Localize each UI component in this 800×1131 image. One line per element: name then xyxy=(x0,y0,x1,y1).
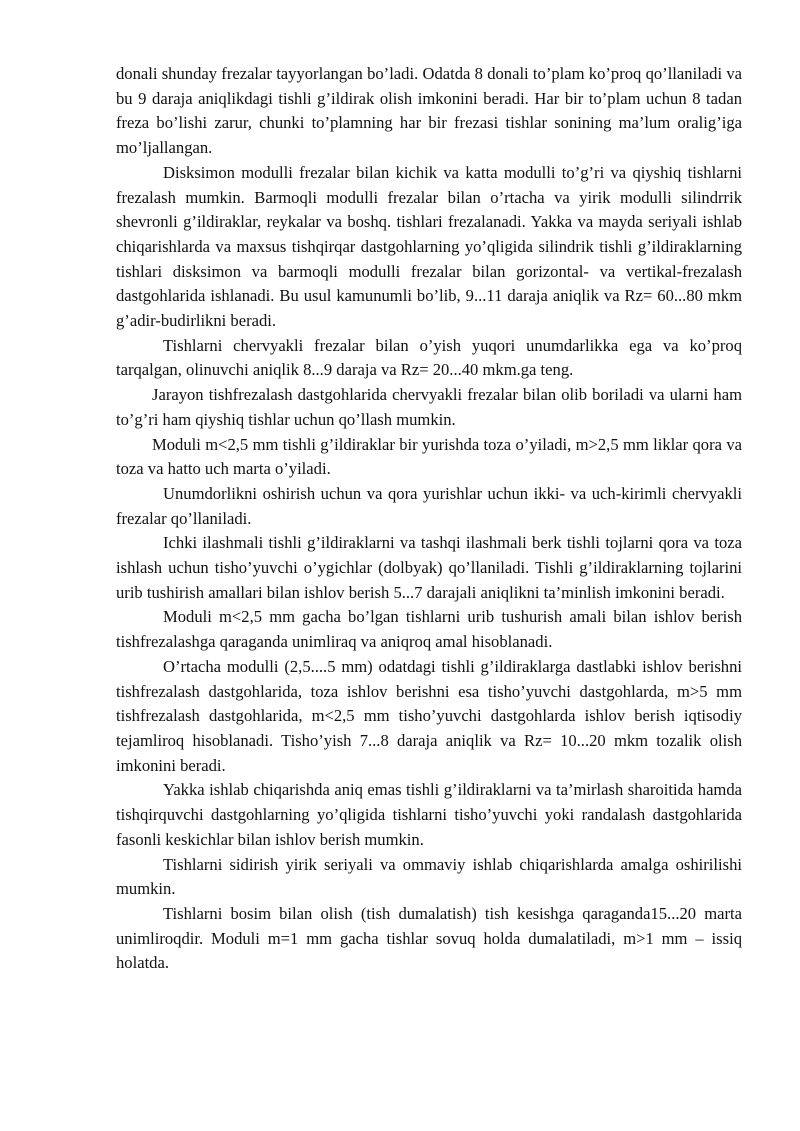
paragraph-7: Ichki ilashmali tishli g’ildiraklarni va tashqi ilashmali berk tishli tojlarni qora va toza ishlash uchun tisho’yuvchi o’ygichlar (dolbyak) qo’llaniladi. Tishli g’ildiraklarning tojlarini urib tushirish amallari bilan ishlov berish 5...7 darajali aniqlikni ta’minlish imkonini beradi. xyxy=(116,533,742,602)
paragraph-6: Unumdorlikni oshirish uchun va qora yurishlar uchun ikki- va uch-kirimli chervyakli frezalar qo’llaniladi. xyxy=(116,483,742,528)
paragraph-8: Moduli m<2,5 mm gacha bo’lgan tishlarni urib tushurish amali bilan ishlov berish tishfrezalashga qaraganda unimliraq va aniqroq amal hisoblanadi. xyxy=(116,607,742,652)
paragraph-5: Moduli m<2,5 mm tishli g’ildiraklar bir yurishda toza o’yiladi, m>2,5 mm liklar qora va toza va hatto uch marta o’yiladi. xyxy=(116,434,742,479)
paragraph-3: Tishlarni chervyakli frezalar bilan o’yish yuqori unumdarlikka ega va ko’proq tarqalgan, olinuvchi aniqlik 8...9 daraja va Rz= 20...40 mkm.ga teng. xyxy=(116,335,742,380)
paragraph-11: Tishlarni sidirish yirik seriyali va ommaviy ishlab chiqarishlarda amalga oshirilishi mumkin. xyxy=(116,854,742,899)
paragraph-10: Yakka ishlab chiqarishda aniq emas tishli g’ildiraklarni va ta’mirlash sharoitida hamda tishqirquvchi dastgohlarning yo’qligida tishlarni tisho’yuvchi yoki randalash dastgohlarida fasonli keskichlar bilan ishlov berish mumkin. xyxy=(116,780,742,849)
paragraph-4: Jarayon tishfrezalash dastgohlarida chervyakli frezalar bilan olib boriladi va ularni ham to’g’ri ham qiyshiq tishlar uchun qo’llash mumkin. xyxy=(116,385,742,429)
paragraph-9: O’rtacha modulli (2,5....5 mm) odatdagi tishli g’ildiraklarga dastlabki ishlov berishni tishfrezalash dastgohlarida, toza ishlov berishni esa tisho’yuvchi dastgohlarda, m>5 mm tishfrezalash dastgohlarida, m<2,5 mm tisho’yuvchi dastgohlarda ishlov berish iqtisodiy tejamliroq hisoblanadi. Tisho’yish 7...8 daraja aniqlik va Rz= 10...20 mkm tozalik olish imkonini beradi. xyxy=(116,656,742,775)
paragraph-1: donali shunday frezalar tayyorlangan bo’ladi. Odatda 8 donali to’plam ko’proq qo’llaniladi va bu 9 daraja aniqlikdagi tishli g’ildirak olish imkonini beradi. Har bir to’plam uchun 8 tadan freza bo’lishi zarur, chunki to’plamning har bir frezasi tishlar sonining ma’lum oralig’iga mo’ljallangan. xyxy=(116,64,742,158)
document-page xyxy=(116,62,742,976)
paragraph-12: Tishlarni bosim bilan olish (tish dumalatish) tish kesishga qaraganda15...20 marta unimliroqdir. Moduli m=1 mm gacha tishlar sovuq holda dumalatiladi, m>1 mm – issiq holatda. xyxy=(116,903,742,973)
paragraph-2: Disksimon modulli frezalar bilan kichik va katta modulli to’g’ri va qiyshiq tishlarni frezalash mumkin. Barmoqli modulli frezalar bilan o’rtacha va yirik modulli silindrrik shevronli g’ildiraklar, reykalar va boshq. tishlari frezalanadi. Yakka va mayda seriyali ishlab chiqarishlarda va maxsus tishqirqar dastgohlarning yo’qligida silindrik tishli g’ildiraklarning tishlari disksimon va barmoqli modulli frezalar bilan gorizontal- va vertikal-frezalash dastgohlarida ishlanadi. Bu usul kamunumli bo’lib, 9...11 daraja aniqlik va Rz= 60...80 mkm g’adir-budirlikni beradi. xyxy=(116,162,742,331)
